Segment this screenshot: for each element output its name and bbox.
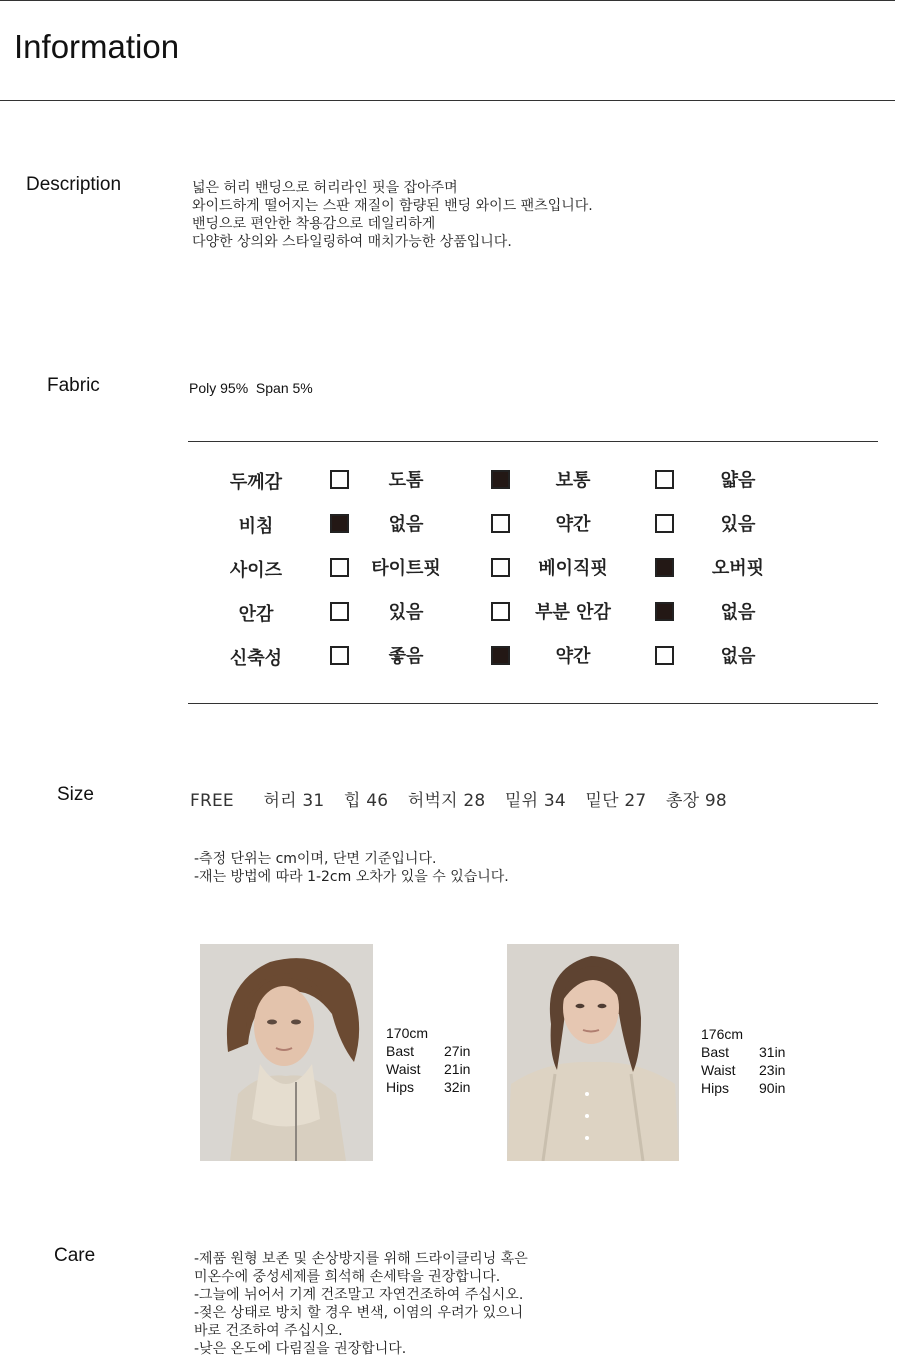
description-line: 다양한 상의와 스타일링하여 매치가능한 상품입니다. xyxy=(192,234,512,250)
care-line: -낮은 온도에 다림질을 권장합니다. xyxy=(194,1341,407,1357)
attribute-label: 사이즈 xyxy=(229,560,283,581)
description-line: 밴딩으로 편안한 착용감으로 데일리하게 xyxy=(192,216,436,232)
option-label: 없음 xyxy=(388,514,424,535)
description-line: 와이드하게 떨어지는 스판 재질이 함량된 밴딩 와이드 팬츠입니다. xyxy=(192,198,593,214)
attribute-label: 비침 xyxy=(238,516,274,537)
care-line: 바로 건조하여 주십시오. xyxy=(194,1323,343,1339)
size-measurements xyxy=(190,786,741,811)
description-label: Description xyxy=(26,174,122,195)
size-item: 허벅지 28 xyxy=(407,791,486,811)
option-checkbox xyxy=(655,514,674,533)
option-label: 얇음 xyxy=(720,470,756,491)
size-notes xyxy=(194,850,509,886)
option-label: 약간 xyxy=(555,514,591,535)
option-checkbox xyxy=(330,514,349,533)
measure-row: Hips 32in xyxy=(386,1079,471,1095)
attribute-row-stretch xyxy=(188,638,878,678)
option-label: 있음 xyxy=(720,514,756,535)
fabric-composition: Poly 95% Span 5% xyxy=(189,380,313,396)
attribute-row-sheerness xyxy=(188,506,878,546)
option-checkbox xyxy=(491,470,510,489)
option-checkbox xyxy=(330,470,349,489)
size-label: Size xyxy=(57,784,94,805)
size-item: 총장 98 xyxy=(665,791,727,811)
option-label: 베이직핏 xyxy=(538,558,608,579)
top-rule xyxy=(0,0,895,1)
option-checkbox xyxy=(330,646,349,665)
care-line: -젖은 상태로 방치 할 경우 변색, 이염의 우려가 있으니 xyxy=(194,1305,524,1321)
model-photo-1-image xyxy=(200,944,373,1161)
measure-row: Bast 31in xyxy=(701,1044,786,1060)
model-photo-2 xyxy=(507,944,679,1161)
description-line: 넓은 허리 밴딩으로 허리라인 핏을 잡아주며 xyxy=(192,180,458,196)
attribute-row-thickness xyxy=(188,462,878,502)
attribute-row-fit xyxy=(188,550,878,590)
option-label: 없음 xyxy=(720,646,756,667)
size-item: 밑단 27 xyxy=(585,791,647,811)
option-checkbox xyxy=(330,602,349,621)
option-checkbox xyxy=(491,602,510,621)
model-height: 170cm xyxy=(386,1025,429,1041)
option-checkbox xyxy=(655,602,674,621)
fabric-label: Fabric xyxy=(47,375,100,396)
option-label: 있음 xyxy=(388,602,424,623)
option-checkbox xyxy=(655,646,674,665)
attribute-label: 신축성 xyxy=(229,648,283,669)
option-label: 없음 xyxy=(720,602,756,623)
attribute-row-lining xyxy=(188,594,878,634)
care-instructions xyxy=(194,1250,528,1358)
size-item: 힙 46 xyxy=(343,791,389,811)
option-label: 타이트핏 xyxy=(371,558,441,579)
model-photo-2-image xyxy=(507,944,679,1161)
option-label: 오버핏 xyxy=(711,558,765,579)
attribute-label: 안감 xyxy=(238,604,274,625)
option-checkbox xyxy=(491,558,510,577)
option-label: 약간 xyxy=(555,646,591,667)
option-checkbox xyxy=(491,646,510,665)
option-checkbox xyxy=(330,558,349,577)
description-text xyxy=(192,179,593,251)
measure-row: Hips 90in xyxy=(701,1080,786,1096)
model-height: 176cm xyxy=(701,1026,744,1042)
header-rule xyxy=(0,100,895,101)
attribute-label: 두께감 xyxy=(229,472,283,493)
option-label: 보통 xyxy=(555,470,591,491)
option-label: 좋음 xyxy=(388,646,424,667)
page-title: Information xyxy=(14,28,180,65)
option-checkbox xyxy=(655,470,674,489)
care-line: 미온수에 중성세제를 희석해 손세탁을 권장합니다. xyxy=(194,1269,501,1285)
measure-row: Waist 23in xyxy=(701,1062,786,1078)
size-item: 밑위 34 xyxy=(504,791,566,811)
measure-row: Bast 27in xyxy=(386,1043,471,1059)
size-note: -측정 단위는 cm이며, 단면 기준입니다. xyxy=(194,851,437,867)
model-1-measurements xyxy=(386,1024,470,1096)
option-label: 부분 안감 xyxy=(535,602,611,623)
option-checkbox xyxy=(655,558,674,577)
care-label: Care xyxy=(54,1245,96,1266)
size-note: -재는 방법에 따라 1-2cm 오차가 있을 수 있습니다. xyxy=(194,869,509,885)
option-label: 도톰 xyxy=(388,470,424,491)
size-item: FREE xyxy=(190,791,234,811)
option-checkbox xyxy=(491,514,510,533)
care-line: -제품 원형 보존 및 손상방지를 위해 드라이클리닝 혹은 xyxy=(194,1251,528,1267)
measure-row: Waist 21in xyxy=(386,1061,471,1077)
attributes-top-rule xyxy=(188,441,878,442)
model-2-measurements xyxy=(701,1025,785,1097)
attributes-bottom-rule xyxy=(188,703,878,704)
care-line: -그늘에 뉘어서 기계 건조말고 자연건조하여 주십시오. xyxy=(194,1287,524,1303)
size-item: 허리 31 xyxy=(263,791,325,811)
model-photo-1 xyxy=(200,944,373,1161)
